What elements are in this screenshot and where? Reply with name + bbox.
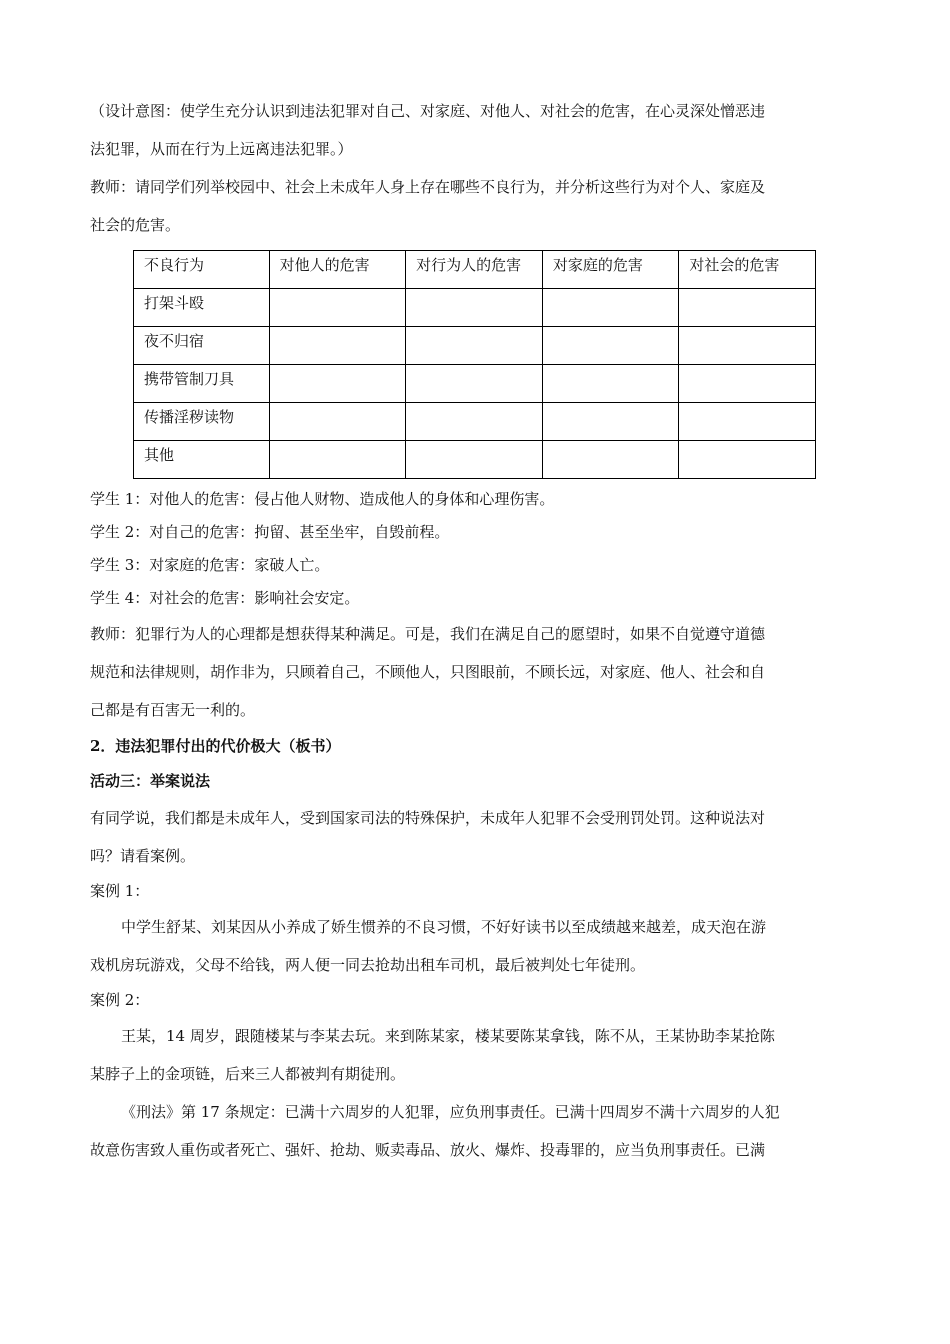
document-page xyxy=(90,92,870,1169)
case-text-line: 中学生舒某、刘某因从小养成了娇生惯养的不良习惯，不好好读书以至成绩越来越差，成天泡在游 xyxy=(121,918,767,936)
table-row xyxy=(134,441,816,479)
student-answer: 学生 4：对社会的危害：影响社会安定。 xyxy=(90,589,360,607)
table-cell xyxy=(406,327,543,365)
table-cell xyxy=(269,403,406,441)
law-text-line: 故意伤害致人重伤或者死亡、强奸、抢劫、贩卖毒品、放火、爆炸、投毒罪的，应当负刑事责任。已满 xyxy=(90,1141,766,1159)
table-row xyxy=(134,327,816,365)
section-intro-line: 吗？请看案例。 xyxy=(90,847,196,865)
case-label: 案例 2： xyxy=(90,991,150,1009)
table-cell xyxy=(542,403,679,441)
table-cell xyxy=(406,289,543,327)
case-label: 案例 1： xyxy=(90,882,150,900)
teacher-question-line: 教师：请同学们列举校园中、社会上未成年人身上存在哪些不良行为，并分析这些行为对个人、家庭及 xyxy=(90,178,766,196)
table-cell xyxy=(542,441,679,479)
table-cell xyxy=(269,441,406,479)
design-intent-line: 法犯罪，从而在行为上远离违法犯罪。） xyxy=(90,140,353,158)
table-row xyxy=(134,365,816,403)
table-cell xyxy=(406,403,543,441)
table-cell: 传播淫秽读物 xyxy=(134,403,270,441)
table-cell xyxy=(679,441,816,479)
table-header-cell: 对家庭的危害 xyxy=(542,251,679,289)
table-header-cell: 对他人的危害 xyxy=(269,251,406,289)
case-text-line: 王某，14 周岁，跟随楼某与李某去玩。来到陈某家，楼某要陈某拿钱，陈不从，王某协助李某抢陈 xyxy=(121,1027,775,1045)
case-text-line: 某脖子上的金项链，后来三人都被判有期徒刑。 xyxy=(90,1065,406,1083)
table-row xyxy=(134,289,816,327)
table-cell xyxy=(679,327,816,365)
table-cell xyxy=(542,365,679,403)
table-cell xyxy=(269,289,406,327)
teacher-question-line: 社会的危害。 xyxy=(90,216,181,234)
table-cell xyxy=(679,289,816,327)
table-header-cell: 对社会的危害 xyxy=(679,251,816,289)
design-intent-line: （设计意图：使学生充分认识到违法犯罪对自己、对家庭、对他人、对社会的危害，在心灵深处憎恶违 xyxy=(90,102,766,120)
table-cell: 夜不归宿 xyxy=(134,327,270,365)
table-cell xyxy=(269,365,406,403)
table-cell xyxy=(269,327,406,365)
table-cell xyxy=(542,327,679,365)
teacher-summary-line: 己都是有百害无一利的。 xyxy=(90,701,256,719)
teacher-summary-line: 规范和法律规则，胡作非为，只顾着自己，不顾他人，只图眼前，不顾长远，对家庭、他人、社会和自 xyxy=(90,663,766,681)
table-cell: 携带管制刀具 xyxy=(134,365,270,403)
law-text-line: 《刑法》第 17 条规定：已满十六周岁的人犯罪，应负刑事责任。已满十四周岁不满十六周岁的人犯 xyxy=(121,1103,780,1121)
table-cell xyxy=(406,365,543,403)
table-cell xyxy=(679,403,816,441)
activity-heading: 活动三：举案说法 xyxy=(90,772,211,790)
table-row xyxy=(134,403,816,441)
bad-behavior-harm-table xyxy=(133,250,816,479)
table-header-cell: 对行为人的危害 xyxy=(406,251,543,289)
student-answer: 学生 3：对家庭的危害：家破人亡。 xyxy=(90,556,330,574)
table-cell xyxy=(406,441,543,479)
table-cell: 其他 xyxy=(134,441,270,479)
section-heading: 2．违法犯罪付出的代价极大（板书） xyxy=(90,737,341,755)
table-cell: 打架斗殴 xyxy=(134,289,270,327)
teacher-summary-line: 教师：犯罪行为人的心理都是想获得某种满足。可是，我们在满足自己的愿望时，如果不自觉遵守道德 xyxy=(90,625,766,643)
student-answer: 学生 1：对他人的危害：侵占他人财物、造成他人的身体和心理伤害。 xyxy=(90,490,555,508)
table-header-row xyxy=(134,251,816,289)
table-cell xyxy=(542,289,679,327)
table-header-cell: 不良行为 xyxy=(134,251,270,289)
case-text-line: 戏机房玩游戏，父母不给钱，两人便一同去抢劫出租车司机，最后被判处七年徒刑。 xyxy=(90,956,646,974)
table-cell xyxy=(679,365,816,403)
section-intro-line: 有同学说，我们都是未成年人，受到国家司法的特殊保护，未成年人犯罪不会受刑罚处罚。这种说法对 xyxy=(90,809,766,827)
student-answer: 学生 2：对自己的危害：拘留、甚至坐牢，自毁前程。 xyxy=(90,523,450,541)
